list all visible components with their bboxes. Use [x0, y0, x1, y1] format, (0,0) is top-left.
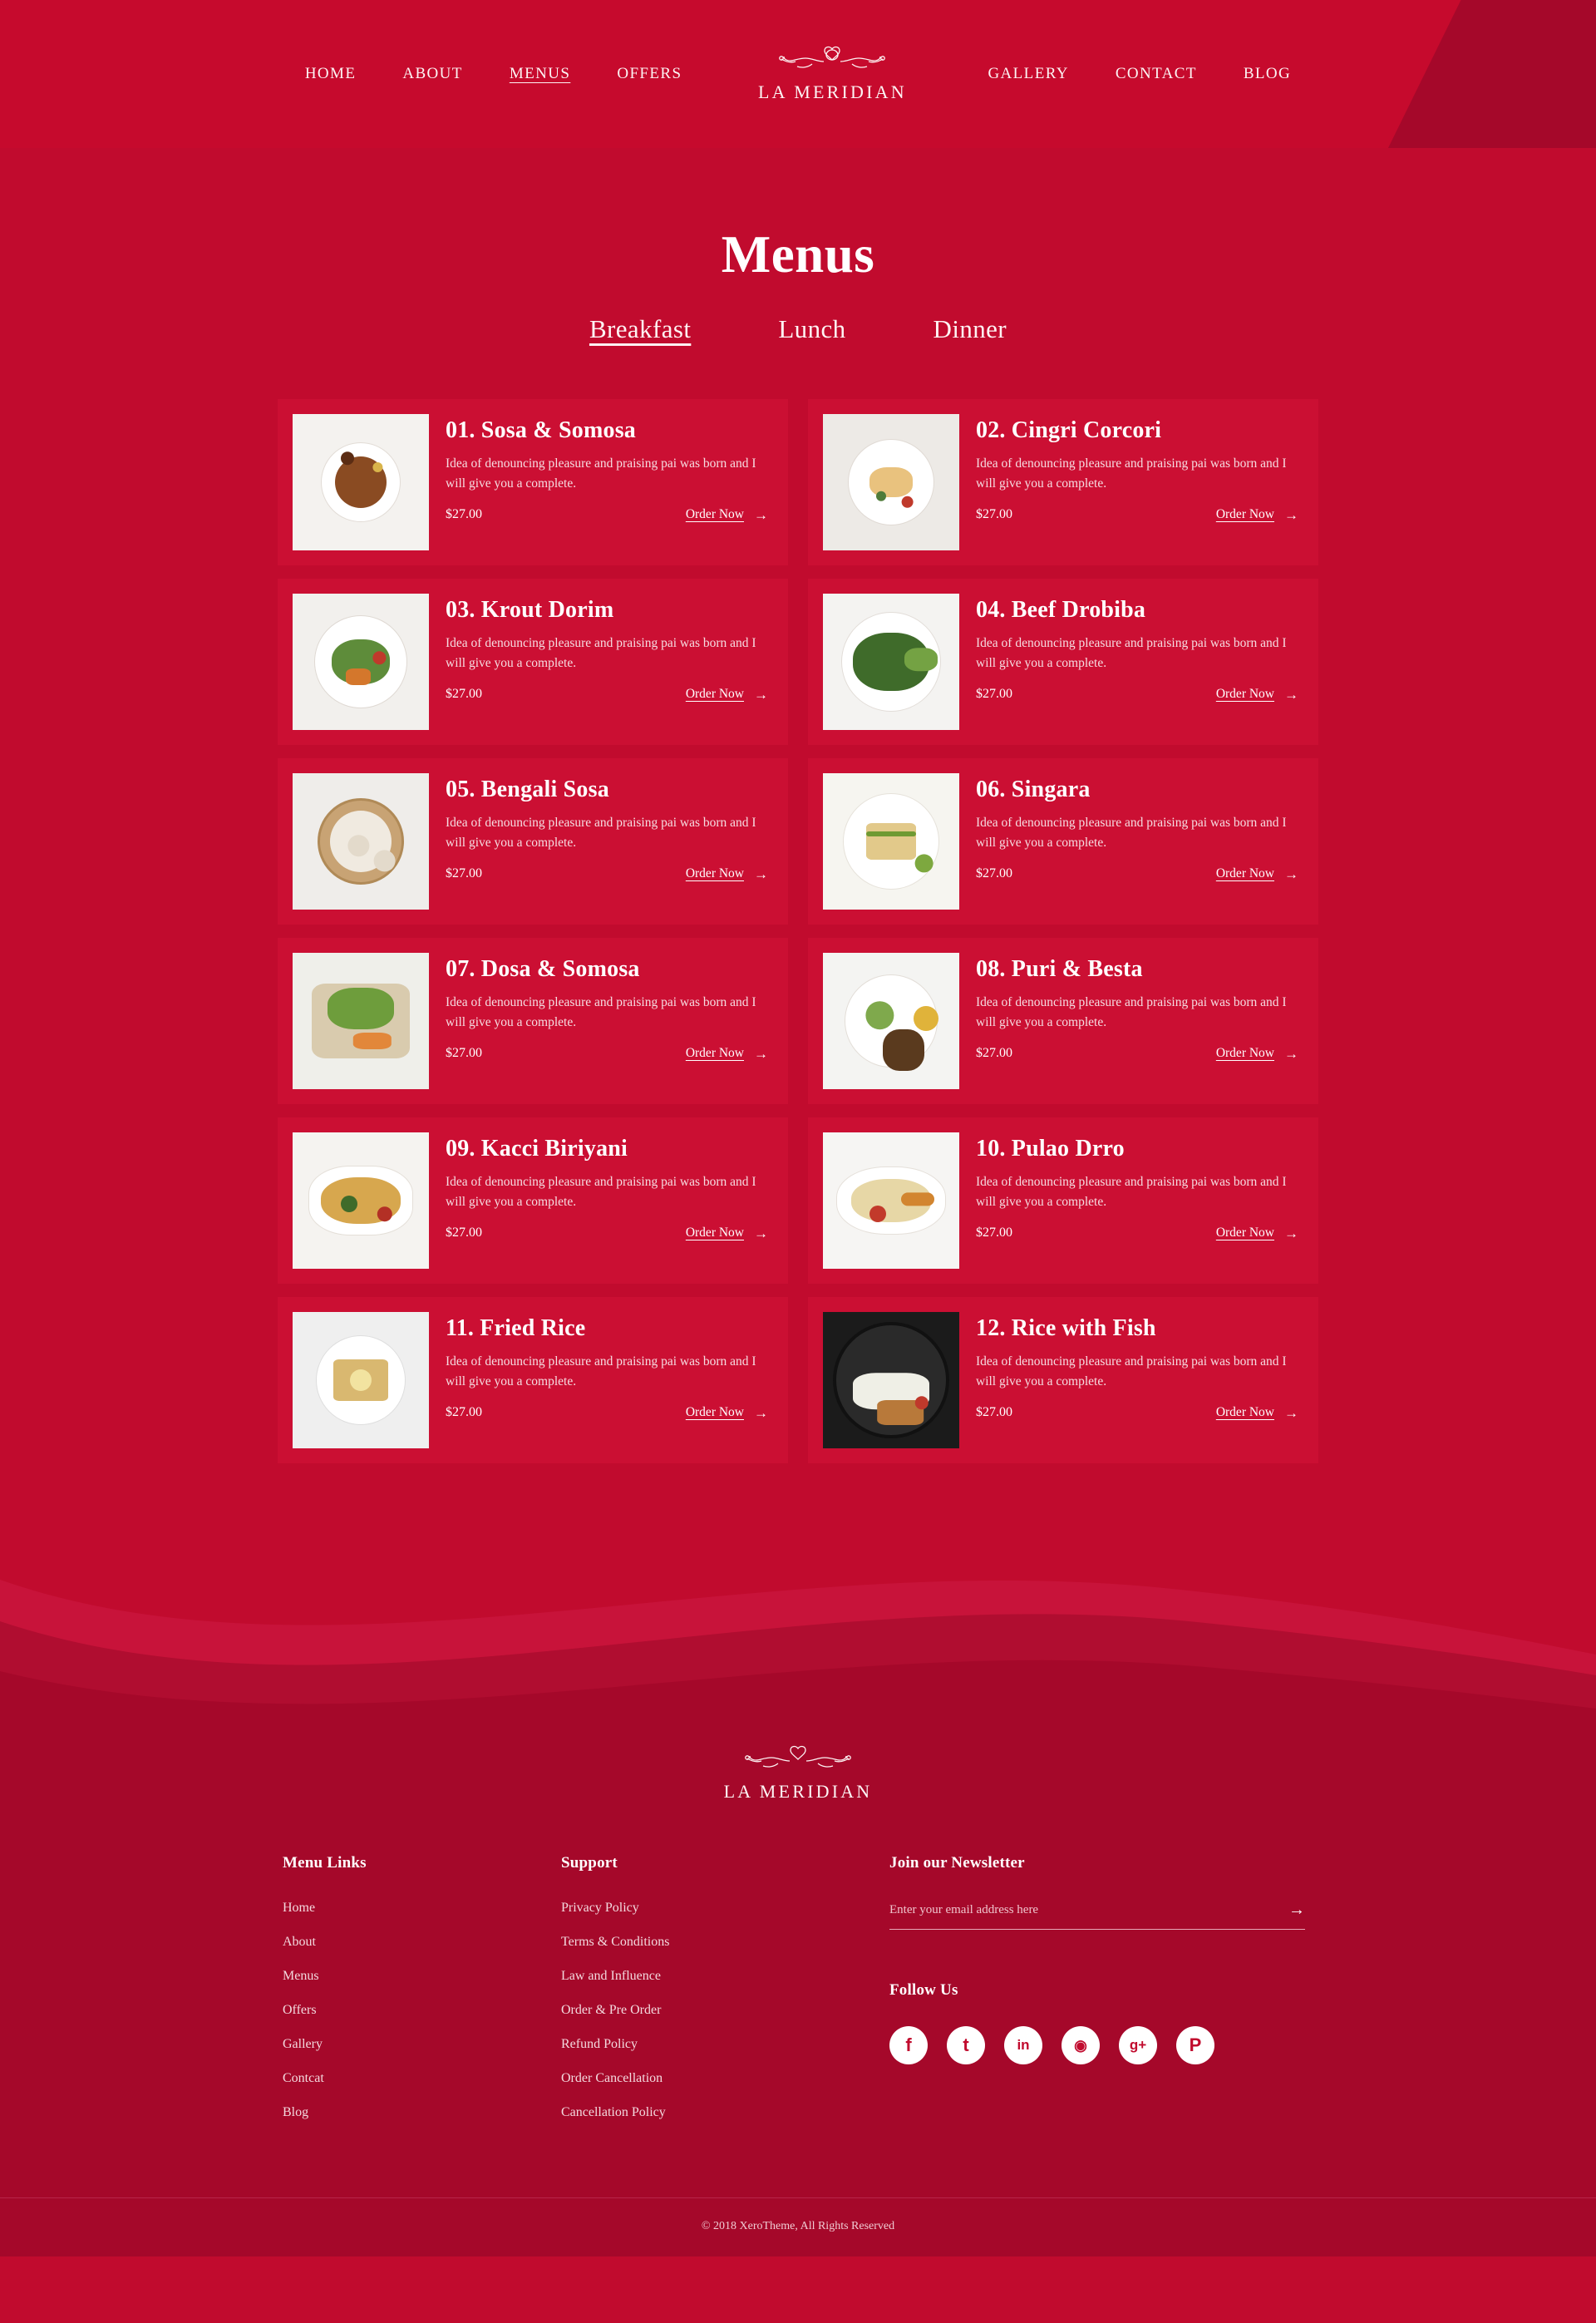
- dish-image: [823, 773, 959, 910]
- instagram-icon[interactable]: ◉: [1062, 2026, 1100, 2064]
- order-now-button[interactable]: [1216, 1405, 1298, 1420]
- dish-title: 03. Krout Dorim: [446, 597, 614, 623]
- dish-image: [293, 953, 429, 1089]
- copyright-text: © 2018 XeroTheme, All Rights Reserved: [0, 2197, 1596, 2256]
- footer-link-blog[interactable]: Blog: [283, 2105, 309, 2119]
- nav-item-contact[interactable]: CONTACT: [1115, 65, 1197, 82]
- order-now-button[interactable]: [686, 1405, 768, 1420]
- dish-title: 02. Cingri Corcori: [976, 417, 1162, 443]
- footer-link-privacy-policy[interactable]: Privacy Policy: [561, 1901, 639, 1915]
- order-now-button[interactable]: [686, 1226, 768, 1240]
- follow-us-heading: Follow Us: [889, 1981, 958, 1999]
- dish-footer: [446, 687, 773, 702]
- dish-info: [446, 1132, 773, 1240]
- order-now-button[interactable]: [1216, 687, 1298, 702]
- dish-description: Idea of denouncing pleasure and praising pai was born and I will give you a complete.: [976, 995, 1287, 1030]
- dish-price: $27.00: [446, 1226, 482, 1240]
- dish-description: Idea of denouncing pleasure and praising pai was born and I will give you a complete.: [976, 456, 1287, 491]
- dish-description: Idea of denouncing pleasure and praising pai was born and I will give you a complete.: [976, 636, 1287, 671]
- dish-footer: [446, 507, 773, 522]
- dish-image: [823, 1132, 959, 1269]
- tab-lunch[interactable]: Lunch: [778, 314, 846, 343]
- footer-link-menus[interactable]: Menus: [283, 1969, 319, 1983]
- nav-left-group: [305, 65, 682, 83]
- arrow-right-icon: →: [1284, 1225, 1298, 1241]
- nav-right-group: [988, 65, 1291, 83]
- footer-link-about[interactable]: About: [283, 1935, 316, 1949]
- dish-title: 12. Rice with Fish: [976, 1315, 1156, 1341]
- menu-card[interactable]: [278, 399, 788, 565]
- dish-footer: [976, 1226, 1303, 1240]
- social-links: [889, 2026, 1313, 2064]
- dish-title: 10. Pulao Drro: [976, 1136, 1125, 1162]
- dish-info: [976, 414, 1303, 522]
- dish-title: 01. Sosa & Somosa: [446, 417, 636, 443]
- order-now-label: Order Now: [1215, 866, 1274, 881]
- arrow-right-icon: →: [754, 686, 768, 703]
- dish-price: $27.00: [446, 1046, 482, 1061]
- footer-link-contact[interactable]: Contcat: [283, 2071, 324, 2085]
- footer-newsletter: [889, 1854, 1313, 2139]
- order-now-label: Order Now: [685, 687, 744, 702]
- order-now-label: Order Now: [685, 866, 744, 881]
- footer-link-gallery[interactable]: Gallery: [283, 2037, 323, 2051]
- dish-image: [823, 594, 959, 730]
- menu-card[interactable]: [278, 579, 788, 745]
- dish-price: $27.00: [976, 866, 1012, 881]
- dish-info: [976, 773, 1303, 881]
- order-now-label: Order Now: [685, 1046, 744, 1061]
- menu-card[interactable]: [808, 579, 1318, 745]
- dish-price: $27.00: [446, 1405, 482, 1420]
- order-now-button[interactable]: [1216, 1226, 1298, 1240]
- dish-price: $27.00: [976, 1405, 1012, 1420]
- order-now-button[interactable]: [1216, 1046, 1298, 1061]
- dish-footer: [446, 1405, 773, 1420]
- menu-card[interactable]: [808, 399, 1318, 565]
- arrow-right-icon: →: [1284, 1045, 1298, 1062]
- footer-link-refund-policy[interactable]: Refund Policy: [561, 2037, 638, 2051]
- menu-card[interactable]: [278, 758, 788, 925]
- dish-description: Idea of denouncing pleasure and praising pai was born and I will give you a complete.: [976, 1175, 1287, 1210]
- dish-image: [293, 594, 429, 730]
- dish-title: 09. Kacci Biriyani: [446, 1136, 628, 1162]
- dish-info: [976, 953, 1303, 1061]
- dish-info: [446, 414, 773, 522]
- footer-logo[interactable]: [0, 1738, 1596, 1803]
- site-footer: [0, 1738, 1596, 2256]
- nav-item-about[interactable]: ABOUT: [402, 65, 463, 82]
- dish-info: [446, 1312, 773, 1420]
- menu-card[interactable]: [278, 1297, 788, 1463]
- main-navigation: [0, 0, 1596, 148]
- footer-link-order-cancellation[interactable]: Order Cancellation: [561, 2071, 663, 2085]
- footer-menu-heading: Menu Links: [283, 1854, 367, 1872]
- nav-item-offers[interactable]: OFFERS: [617, 65, 682, 82]
- dish-image: [823, 414, 959, 550]
- dish-description: Idea of denouncing pleasure and praising pai was born and I will give you a complete.: [976, 1354, 1287, 1389]
- newsletter-submit-arrow-icon[interactable]: →: [1288, 1901, 1305, 1919]
- menus-section: [0, 148, 1596, 1530]
- dish-footer: [976, 1046, 1303, 1061]
- menu-card[interactable]: [278, 1117, 788, 1284]
- facebook-icon[interactable]: f: [889, 2026, 928, 2064]
- arrow-right-icon: →: [1284, 686, 1298, 703]
- dish-description: Idea of denouncing pleasure and praising pai was born and I will give you a complete.: [446, 995, 756, 1030]
- dish-description: Idea of denouncing pleasure and praising pai was born and I will give you a complete.: [446, 456, 756, 491]
- dish-footer: [446, 1226, 773, 1240]
- footer-link-offers[interactable]: Offers: [283, 2003, 317, 2017]
- arrow-right-icon: →: [754, 1225, 768, 1241]
- arrow-right-icon: →: [1284, 866, 1298, 882]
- order-now-label: Order Now: [1215, 687, 1274, 702]
- ornament-icon: [741, 45, 924, 76]
- dish-description: Idea of denouncing pleasure and praising pai was born and I will give you a complete.: [446, 1354, 756, 1389]
- dish-price: $27.00: [446, 866, 482, 881]
- dish-image: [823, 953, 959, 1089]
- dish-image: [293, 414, 429, 550]
- order-now-label: Order Now: [1215, 1046, 1274, 1061]
- newsletter-form: [889, 1901, 1305, 1930]
- dish-price: $27.00: [976, 1226, 1012, 1240]
- dish-image: [293, 1132, 429, 1269]
- dish-footer: [976, 1405, 1303, 1420]
- site-logo[interactable]: [736, 45, 928, 103]
- dish-info: [446, 594, 773, 702]
- footer-link-home[interactable]: Home: [283, 1901, 316, 1915]
- tab-breakfast[interactable]: Breakfast: [589, 314, 692, 343]
- page-title: Menus: [721, 225, 875, 284]
- dish-title: 07. Dosa & Somosa: [446, 956, 640, 982]
- dish-info: [976, 1132, 1303, 1240]
- dish-price: $27.00: [976, 1046, 1012, 1061]
- menu-card[interactable]: [808, 1117, 1318, 1284]
- order-now-button[interactable]: [686, 1046, 768, 1061]
- dish-footer: [446, 866, 773, 881]
- dish-footer: [446, 1046, 773, 1061]
- menu-card[interactable]: [278, 938, 788, 1104]
- menu-card[interactable]: [808, 1297, 1318, 1463]
- dish-price: $27.00: [446, 687, 482, 702]
- pinterest-icon[interactable]: P: [1176, 2026, 1214, 2064]
- order-now-label: Order Now: [685, 507, 744, 522]
- footer-link-law-influence[interactable]: Law and Influence: [561, 1969, 661, 1983]
- footer-menu-links: [283, 1854, 561, 2139]
- dish-description: Idea of denouncing pleasure and praising pai was born and I will give you a complete.: [976, 816, 1287, 851]
- footer-link-terms-conditions[interactable]: Terms & Conditions: [561, 1935, 670, 1949]
- dish-title: 06. Singara: [976, 777, 1091, 802]
- dish-footer: [976, 687, 1303, 702]
- footer-link-order-preorder[interactable]: Order & Pre Order: [561, 2003, 662, 2017]
- arrow-right-icon: →: [754, 506, 768, 523]
- dish-footer: [976, 507, 1303, 522]
- dish-price: $27.00: [446, 507, 482, 522]
- footer-link-cancellation-policy[interactable]: Cancellation Policy: [561, 2105, 666, 2119]
- dish-title: 11. Fried Rice: [446, 1315, 586, 1341]
- footer-support-heading: Support: [561, 1854, 618, 1872]
- nav-item-blog[interactable]: BLOG: [1243, 65, 1292, 82]
- dish-price: $27.00: [976, 687, 1012, 702]
- ornament-icon: [707, 1744, 889, 1776]
- dish-price: $27.00: [976, 507, 1012, 522]
- footer-brand-name: LA MERIDIAN: [723, 1781, 873, 1802]
- twitter-icon[interactable]: t: [947, 2026, 985, 2064]
- menu-category-tabs: [0, 314, 1596, 344]
- menu-card[interactable]: [808, 758, 1318, 925]
- order-now-button[interactable]: [686, 507, 768, 522]
- dish-info: [976, 594, 1303, 702]
- google-plus-icon[interactable]: g+: [1119, 2026, 1157, 2064]
- linkedin-icon[interactable]: in: [1004, 2026, 1042, 2064]
- order-now-button[interactable]: [1216, 866, 1298, 881]
- arrow-right-icon: →: [754, 1045, 768, 1062]
- site-header: [0, 0, 1596, 148]
- dish-description: Idea of denouncing pleasure and praising pai was born and I will give you a complete.: [446, 1175, 756, 1210]
- arrow-right-icon: →: [1284, 506, 1298, 523]
- dish-image: [293, 1312, 429, 1448]
- menu-items-grid: [278, 399, 1318, 1463]
- dish-title: 08. Puri & Besta: [976, 956, 1143, 982]
- order-now-label: Order Now: [1215, 1405, 1274, 1420]
- order-now-label: Order Now: [1215, 1226, 1274, 1240]
- dish-description: Idea of denouncing pleasure and praising pai was born and I will give you a complete.: [446, 816, 756, 851]
- menu-card[interactable]: [808, 938, 1318, 1104]
- order-now-button[interactable]: [686, 687, 768, 702]
- arrow-right-icon: →: [1284, 1404, 1298, 1421]
- order-now-label: Order Now: [1215, 507, 1274, 522]
- order-now-button[interactable]: [1216, 507, 1298, 522]
- dish-title: 04. Beef Drobiba: [976, 597, 1146, 623]
- dish-info: [446, 953, 773, 1061]
- arrow-right-icon: →: [754, 866, 768, 882]
- tab-dinner[interactable]: Dinner: [933, 314, 1007, 343]
- order-now-button[interactable]: [686, 866, 768, 881]
- dish-image: [293, 773, 429, 910]
- footer-columns: [283, 1854, 1313, 2197]
- arrow-right-icon: →: [754, 1404, 768, 1421]
- dish-title: 05. Bengali Sosa: [446, 777, 609, 802]
- newsletter-heading: Join our Newsletter: [889, 1854, 1025, 1872]
- brand-name: LA MERIDIAN: [758, 81, 907, 102]
- footer-support-links: [561, 1854, 889, 2139]
- dish-description: Idea of denouncing pleasure and praising pai was born and I will give you a complete.: [446, 636, 756, 671]
- dish-image: [823, 1312, 959, 1448]
- nav-item-home[interactable]: HOME: [304, 65, 357, 82]
- order-now-label: Order Now: [685, 1226, 744, 1240]
- order-now-label: Order Now: [685, 1405, 744, 1420]
- dish-info: [446, 773, 773, 881]
- wave-divider: [0, 1530, 1596, 1738]
- dish-footer: [976, 866, 1303, 881]
- nav-item-menus[interactable]: MENUS: [509, 65, 571, 82]
- nav-item-gallery[interactable]: GALLERY: [988, 65, 1069, 82]
- dish-info: [976, 1312, 1303, 1420]
- newsletter-email-input[interactable]: [889, 1903, 1288, 1917]
